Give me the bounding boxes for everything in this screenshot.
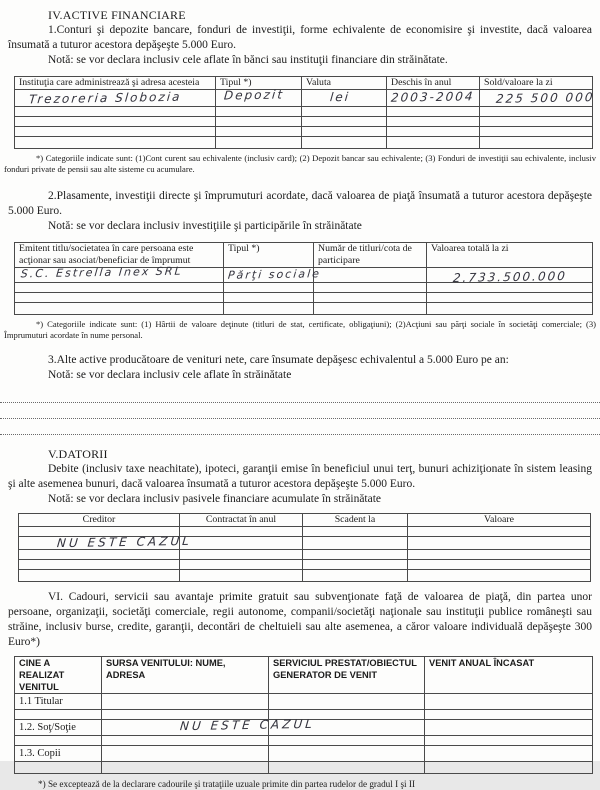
empty-cell [303,537,408,550]
empty-row [15,117,593,127]
investments-header-row [15,243,593,268]
cell-valuta [302,90,387,107]
empty-cell [314,293,427,303]
empty-cell [180,550,303,560]
col-institutie: Instituţia care administrează şi adresa acesteia [15,77,216,90]
nota-alte-active: Notă: se vor declara inclusiv cele aflate în străinătate [48,369,292,381]
empty-cell [480,127,593,137]
empty-cell [180,560,303,570]
empty-cell [15,137,216,149]
empty-cell [19,550,180,560]
cell-institutie [15,90,216,107]
empty-cell [314,283,427,293]
handwritten-nu-este-cazul: NU ESTE CAZUL [179,716,316,734]
col-sold: Sold/valoare la zi [480,77,593,90]
empty-cell [303,560,408,570]
empty-row [15,762,593,774]
empty-cell [180,527,303,537]
empty-cell [180,537,303,550]
col-serviciul: SERVICIUL PRESTAT/OBIECTUL GENERATOR DE VENIT [269,657,425,694]
col-sursa: SURSA VENITULUI: NUME, ADRESA [102,657,269,694]
nota-plasamente: Notă: se vor declara inclusiv investiţiile şi participările în străinătate [48,220,362,232]
handwritten-deschis: 2003-2004 [390,89,476,105]
col-tipul: Tipul *) [224,243,314,268]
debts-table [18,513,591,582]
empty-cell [387,107,480,117]
empty-row [15,293,593,303]
empty-cell [269,736,425,746]
empty-cell [269,762,425,774]
empty-cell [303,550,408,560]
income-table [14,656,593,774]
empty-cell [15,283,224,293]
empty-cell [408,537,591,550]
income-row-copii [15,746,593,762]
accounts-header-row [15,77,593,90]
accounts-row-1 [15,90,593,107]
paragraph-conturi: 1.Conturi şi depozite bancare, fonduri de investiţii, forme echivalente de economisire şi investite, dacă valoarea însumată a tuturor acestora depăşeşte 5.000 Euro. [8,24,592,51]
cell-creditor [19,533,193,551]
investments-table [14,242,593,315]
handwritten-tip-sociale: Părţi sociale [227,267,322,282]
income-row-titular [15,694,593,710]
cell-venit [425,694,593,710]
paragraph-datorii: Debite (inclusiv taxe neachitate), ipoteci, garanţii emise în beneficiul unui terţ, bunuri achiziţionate în sistem leasing şi alte asemenea bunuri, dacă valoarea însumată a tuturor acestora depăşeşte 5.000 Euro. [8,463,592,490]
empty-cell [480,107,593,117]
dotted-line [0,403,600,419]
label-titular: 1.1 Titular [15,694,102,710]
empty-cell [216,107,302,117]
dotted-line [0,387,600,403]
cell-venit [425,746,593,762]
empty-cell [15,127,216,137]
empty-cell [15,107,216,117]
footnote-investments: *) Categoriile indicate sunt: (1) Hârtii de valoare deţinute (titluri de stat, certificate, obligaţiuni); (2)Acţiuni sau părţi sociale în societăţi comerciale; (3) Împrumuturi acordate în nume personal. [4,319,596,340]
footnote-cadouri: *) Se exceptează de la declarare cadourile şi trataţiile uzuale primite din partea rudelor de gradul I şi II [38,779,416,789]
handwritten-valoare: 2.733.500.000 [452,269,568,285]
empty-cell [224,303,314,315]
handwritten-nu-este-cazul: NU ESTE CAZUL [56,533,193,551]
empty-cell [19,560,180,570]
cell-deschis [387,90,480,107]
empty-cell [408,560,591,570]
col-creditor: Creditor [19,514,180,527]
cell-sursa [102,746,269,762]
empty-cell [216,137,302,149]
empty-cell [302,137,387,149]
cell-tip [224,267,322,283]
empty-cell [302,107,387,117]
empty-row [15,127,593,137]
empty-cell [224,283,314,293]
col-tipul: Tipul *) [216,77,302,90]
label-sot-sotie: 1.2. Soţ/Soţie [15,720,102,736]
empty-cell [427,303,593,315]
empty-cell [427,293,593,303]
empty-cell [480,137,593,149]
empty-row [15,303,593,315]
empty-cell [302,117,387,127]
empty-cell [425,762,593,774]
empty-cell [303,570,408,582]
empty-cell [15,710,102,720]
col-deschis: Deschis în anul [387,77,480,90]
empty-cell [15,117,216,127]
investments-row-1 [15,268,593,283]
empty-cell [15,736,102,746]
empty-cell [15,293,224,303]
nota-datorii: Notă: se vor declara inclusiv pasivele financiare acumulate în străinătate [48,493,382,505]
debts-header-row [19,514,591,527]
empty-cell [102,736,269,746]
empty-cell [216,127,302,137]
empty-row [19,550,591,560]
empty-cell [387,117,480,127]
empty-row [19,560,591,570]
empty-cell [408,570,591,582]
empty-cell [15,762,102,774]
empty-cell [180,570,303,582]
empty-cell [15,303,224,315]
empty-cell [408,527,591,537]
empty-cell [102,762,269,774]
handwritten-tip: Depozit [223,87,285,103]
label-copii: 1.3. Copii [15,746,102,762]
empty-cell [216,117,302,127]
handwritten-sold: 225 500 000 [495,90,596,106]
empty-cell [224,293,314,303]
empty-cell [425,736,593,746]
cell-emitent [15,264,224,283]
col-venit: VENIT ANUAL ÎNCASAT [425,657,593,694]
col-scadent: Scadent la [303,514,408,527]
empty-row [19,570,591,582]
empty-cell [387,127,480,137]
accounts-table [14,76,596,149]
col-contractat: Contractat în anul [180,514,303,527]
cell-tipul [216,87,302,107]
cell-numar [314,268,427,283]
cell-sursa [102,694,269,710]
col-valoare-totala: Valoarea totală la zi [427,243,593,268]
cell-sursa [102,716,316,736]
handwritten-institutie: Trezoreria Slobozia [28,89,183,107]
nota-conturi: Notă: se vor declara inclusiv cele aflate în bănci sau instituţii financiare din străinătate. [48,54,448,66]
empty-cell [408,550,591,560]
col-valoare: Valoare [408,514,591,527]
empty-cell [387,137,480,149]
income-header-row [15,657,593,694]
empty-row [15,736,593,746]
section-v-title: V.DATORII [48,447,108,461]
handwritten-emitent: S.C. Estrella Inex SRL [20,264,184,281]
empty-cell [19,570,180,582]
empty-cell [480,117,593,127]
debts-row-handwritten [19,537,591,550]
empty-cell [302,127,387,137]
empty-row [15,137,593,149]
empty-cell [314,303,427,315]
col-emitent: Emitent titlu/societatea în care persoana este acţionar sau asociat/beneficiar de împrumut [15,243,224,268]
cell-serviciul [269,746,425,762]
empty-row [15,107,593,117]
dotted-line [0,419,600,435]
cell-serviciul [269,694,425,710]
empty-cell [425,710,593,720]
paragraph-cadouri: VI. Cadouri, servicii sau avantaje primite gratuit sau subvenţionate faţă de valoarea de piaţă, din partea unor persoane, organizaţii, societăţi comerciale, regii autonome, companii/societăţi naţionale sau instituţii publice româneşti sau străine, inclusiv burse, credite, garanţii, decontări de cheltuieli sau alte asemenea, a căror valoare individuală depăşeşte 300 Euro*) [8,591,592,648]
col-valuta: Valuta [302,77,387,90]
cell-sold [480,90,596,107]
section-iv-title: IV.ACTIVE FINANCIARE [48,8,186,22]
handwritten-valuta: lei [329,89,351,105]
income-row-sot [15,720,593,736]
col-cine: CINE A REALIZAT VENITUL [15,657,102,694]
footnote-accounts: *) Categoriile indicate sunt: (1)Cont curent sau echivalente (inclusiv card); (2) Depozit bancar sau echivalente; (3) Fonduri de investiţii sau echivalente, inclusiv fonduri private de pensii sau alte sisteme cu acumulare. [4,153,596,174]
paragraph-alte-active: 3.Alte active producătoare de venituri nete, care însumate depăşesc echivalentul a 5.000 Euro pe an: [48,354,509,366]
paragraph-plasamente: 2.Plasamente, investiţii directe şi împrumuturi acordate, dacă valoarea de piaţă însumată a tuturor acestora depăşeşte 5.000 Euro. [8,190,592,217]
cell-valoare [427,268,593,283]
col-numar-titluri: Număr de titluri/cota de participare [314,243,427,268]
empty-cell [303,527,408,537]
cell-venit [425,720,593,736]
